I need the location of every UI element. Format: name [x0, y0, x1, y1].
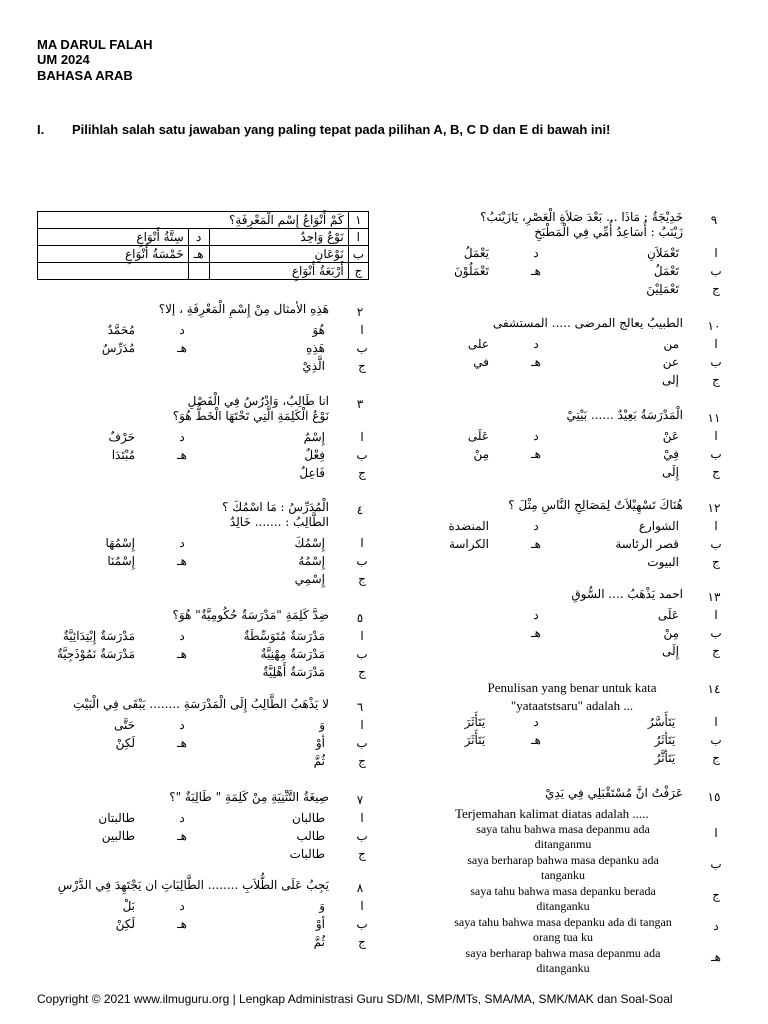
option-text: مِنْ	[473, 447, 489, 461]
option[interactable]	[123, 899, 189, 913]
option-letter: ب	[356, 736, 368, 750]
question-13	[385, 587, 723, 677]
option-letter: ج	[712, 751, 720, 765]
option-letter: ج	[712, 282, 720, 296]
question-number: ٤	[356, 503, 364, 517]
option[interactable]	[655, 751, 723, 765]
option[interactable]	[473, 355, 543, 369]
instruction-text: Pilihlah salah satu jawaban yang paling tepat pada pilihan A, B, C D dan E di bawah ini!	[72, 122, 611, 137]
option[interactable]	[105, 536, 189, 550]
option-letter: هـ	[177, 829, 187, 843]
option-text: تَعْمَلُ	[653, 264, 679, 278]
option-letter: هـ	[177, 647, 187, 661]
option-text: ثُمَّ	[313, 754, 325, 768]
option-text: حَرْفٌ	[108, 430, 135, 444]
option-text-continued: ditanganku	[536, 899, 590, 913]
option-letter: ج	[712, 888, 720, 902]
option-text: لَكِنْ	[115, 917, 135, 931]
option[interactable]	[295, 536, 369, 550]
option-letter: د	[533, 429, 539, 443]
option[interactable]	[290, 847, 369, 861]
option[interactable]	[319, 899, 369, 913]
option-letter: د	[179, 629, 185, 643]
question-text: هَذِهِ الأمثال مِنْ إِسْمِ الْمَعْرِفَةِ ، إلا؟	[158, 302, 329, 316]
option[interactable]	[647, 246, 723, 260]
option[interactable]	[449, 537, 543, 551]
option-letter: د	[533, 246, 539, 260]
option-letter: ج	[358, 847, 366, 861]
option-letter: د	[179, 811, 185, 825]
option-letter: هـ	[177, 917, 187, 931]
option-letter: ج	[712, 373, 720, 387]
option[interactable]	[298, 554, 369, 568]
option-letter: ج	[712, 555, 720, 569]
option-text: يَتَأَثَرَ	[464, 733, 486, 747]
option-text: مَدْرَسَةٌ مُتَوَسِّطَةٌ	[243, 629, 325, 643]
option[interactable]	[102, 829, 189, 843]
question-text: صِيغَةُ التَّثْنِيَةِ مِنْ كَلِمَةِ " طَالِبَةٌ "؟	[169, 790, 329, 804]
option[interactable]	[663, 447, 723, 461]
question-number: ٢	[356, 305, 364, 319]
option-letter: ا	[360, 718, 364, 732]
option-text: بَلْ	[122, 899, 135, 913]
question-number: ١٤	[707, 682, 721, 696]
option-text: إِسْمُهَا	[105, 536, 135, 550]
option[interactable]	[299, 466, 369, 480]
option-letter: ب	[710, 733, 722, 747]
option[interactable]	[663, 337, 723, 351]
option[interactable]	[662, 644, 723, 658]
option-letter: هـ	[711, 950, 721, 964]
option-letter: ج	[358, 359, 366, 373]
option[interactable]	[116, 736, 189, 750]
option-letter: ا	[360, 899, 364, 913]
question-3	[37, 394, 369, 484]
option-letter: هـ	[177, 736, 187, 750]
option-letter: ا	[360, 629, 364, 643]
option-letter: ب	[710, 626, 722, 640]
option-letter: ب	[356, 341, 368, 355]
option-letter: ب	[710, 537, 722, 551]
option-text: أوْ	[315, 736, 325, 750]
option[interactable]	[662, 373, 723, 387]
option-letter: د	[533, 519, 539, 533]
option[interactable]	[296, 829, 369, 843]
question-10	[385, 316, 723, 406]
option[interactable]	[663, 429, 723, 443]
option-text: وَ	[319, 718, 325, 732]
question-arabic: عَرَفْتُ انَّ مُسْتَقْبَلِي فِي يَدِيْ	[545, 786, 683, 800]
option[interactable]	[302, 359, 369, 373]
question-number: ٦	[356, 700, 364, 714]
option[interactable]	[655, 733, 723, 747]
option-text: أوْ	[315, 917, 325, 931]
option-text: هَذِهِ	[306, 341, 325, 355]
question-text: لا يَذْهَبُ الطَّالِبُ إِلَى الْمَدْرَسَةِ ........ يَبْقَى فِي الْبَيْتِ	[73, 697, 329, 711]
option-text: يَتَأثَرُ	[654, 733, 676, 747]
option-letter: ب	[348, 246, 368, 263]
option[interactable]	[662, 465, 723, 479]
option-text[interactable]: سِتَّةُ أَنْوَاعٍ	[38, 229, 189, 246]
question-4	[37, 500, 369, 590]
question-5	[37, 608, 369, 698]
option-letter: هـ	[177, 341, 187, 355]
option[interactable]	[312, 323, 369, 337]
option-letter: ا	[714, 246, 718, 260]
option-text: يَتَأثَّرُ	[654, 751, 676, 765]
question-text: الْمُدَرِّسُ : مَا اسْمُكَ ؟	[222, 500, 329, 514]
option-text: يَتَأَثَرَ	[464, 715, 486, 729]
option-text: يَعْمَلُ	[463, 246, 489, 260]
option[interactable]	[98, 811, 189, 825]
option[interactable]	[314, 935, 369, 949]
question-text: "yataatstsaru" adalah ...	[510, 698, 634, 713]
option[interactable]	[465, 715, 543, 729]
option-text: saya berharap bahwa masa depanmu ada	[465, 946, 661, 960]
option[interactable]	[468, 337, 543, 351]
option[interactable]	[654, 264, 723, 278]
option-letter: هـ	[531, 355, 541, 369]
option-text: طالبين	[101, 829, 135, 843]
question-text: الطَّالِبُ : ....... خَالِدٌ	[229, 515, 329, 529]
question-15	[385, 786, 723, 981]
option-letter: د	[533, 337, 539, 351]
option-letter: ب	[356, 917, 368, 931]
option-text: فِيْ	[663, 447, 679, 461]
option-text: وَ	[319, 899, 325, 913]
option[interactable]	[468, 429, 543, 443]
option-letter: د	[533, 715, 539, 729]
question-number: ٣	[356, 397, 364, 411]
question-number: ١	[348, 212, 368, 229]
option-letter: ب	[356, 829, 368, 843]
option-text: مِنْ	[663, 626, 679, 640]
exam-name: UM 2024	[37, 52, 90, 67]
option-letter: هـ	[177, 448, 187, 462]
option-text: مَدْرَسَةٌ أَهْلِيَّةٌ	[262, 665, 325, 679]
option[interactable]	[262, 665, 369, 679]
option[interactable]	[489, 608, 543, 622]
option-text: إِسْمُنَا	[107, 554, 135, 568]
option-text[interactable]: نَوْعَانِ	[209, 246, 348, 263]
option-text: الَّذِيْ	[302, 359, 325, 373]
footer-copyright: Copyright © 2021 www.ilmuguru.org | Lengkap Administrasi Guru SD/MI, SMP/MTs, SMA/MA, SMK/MAK dan Soal-Soal	[37, 992, 673, 1006]
question-number: ٨	[356, 881, 364, 895]
option-text: فَاعِلٌ	[299, 466, 325, 480]
option-letter: د	[713, 919, 719, 933]
option-text: saya berharap bahwa masa depanku ada	[467, 853, 659, 867]
option-text: عَنْ	[662, 429, 679, 443]
option-letter: هـ	[531, 733, 541, 747]
option-text: على	[467, 337, 489, 351]
option[interactable]	[646, 282, 723, 296]
option-letter: د	[533, 608, 539, 622]
option[interactable]	[454, 264, 543, 278]
option-letter: ج	[358, 466, 366, 480]
option[interactable]	[304, 430, 369, 444]
option-text: إِسْمِي	[294, 572, 325, 586]
option-text: الشوارع	[638, 519, 679, 533]
question-text: زَيْنَبُ : أُسَاعِدُ أُمِّي فِي الْمَطْبَخِ	[534, 225, 683, 239]
option[interactable]	[615, 537, 723, 551]
question-text: ضِدَّ كَلِمَةِ "مَدْرَسَةٌ حُكُومِيَّةٌ" هُوَ؟	[172, 608, 329, 622]
option-letter: ا	[360, 811, 364, 825]
option[interactable]	[464, 246, 543, 260]
option-text[interactable]: أَرْبَعَةُ أَنْوَاعٍ	[209, 263, 348, 280]
instruction-number: I.	[37, 122, 45, 137]
option-text: مَدْرَسَةٌ إِبْتِدَائِيَّةٌ	[62, 629, 135, 643]
question-number: ١٣	[707, 590, 721, 604]
option-letter: ب	[710, 264, 722, 278]
question-number: ٧	[356, 793, 364, 807]
option-letter: ا	[714, 826, 718, 840]
option-text: مَدْرَسَةٌ مِهْنِيَّةٌ	[260, 647, 325, 661]
option[interactable]	[319, 718, 369, 732]
option-letter: هـ	[188, 246, 209, 263]
option[interactable]	[63, 629, 189, 643]
left-question-column	[37, 0, 369, 1000]
option-text: حَتَّى	[113, 718, 135, 732]
question-number: ١١	[707, 411, 721, 425]
option[interactable]	[489, 626, 543, 640]
option[interactable]	[663, 626, 723, 640]
option[interactable]	[57, 647, 189, 661]
option-text: لَكِنْ	[115, 736, 135, 750]
question-number: ١٢	[707, 501, 721, 515]
option-text: في	[473, 355, 489, 369]
option[interactable]	[295, 572, 369, 586]
option-text: إِسْمُهُ	[298, 554, 325, 568]
option-text: saya tahu bahwa masa depanmu ada	[476, 822, 650, 836]
option[interactable]	[261, 647, 369, 661]
question-text: انا طَالِبٌ، وَادْرُسُ فِي الْفَصْلِ	[187, 394, 329, 408]
question-8	[37, 878, 369, 968]
question-prompt: Terjemahan kalimat diatas adalah .....	[455, 806, 649, 821]
question-number: ١٠	[707, 319, 721, 333]
option-letter: ب	[710, 857, 722, 871]
option-letter: ب	[710, 355, 722, 369]
option[interactable]	[306, 341, 369, 355]
option-text[interactable]: خَمْسَةُ أَنْوَاعٍ	[38, 246, 189, 263]
option[interactable]	[292, 811, 369, 825]
option-text-continued: tanganku	[541, 868, 585, 882]
option-text: عَلَى	[657, 608, 679, 622]
option-text: إِلَى	[662, 644, 679, 658]
option[interactable]	[316, 736, 369, 750]
option[interactable]	[316, 917, 369, 931]
option-letter: هـ	[177, 554, 187, 568]
option-text: تَعْمَلِيْنَ	[646, 282, 679, 296]
option-text: إِسْمُكَ	[294, 536, 325, 550]
option-text: إِسْمٌ	[303, 430, 325, 444]
option-letter: ج	[358, 665, 366, 679]
option-text: مَدْرَسَةٌ نَمُوْذَجِيَّةٌ	[56, 647, 135, 661]
question-14	[385, 680, 723, 780]
question-2	[37, 302, 369, 392]
option-letter: د	[188, 229, 209, 246]
option-letter: هـ	[531, 537, 541, 551]
option[interactable]	[112, 448, 189, 462]
option[interactable]	[116, 917, 189, 931]
option-text: مُدَرِّسٌ	[101, 341, 135, 355]
option[interactable]	[314, 754, 369, 768]
option-text: البيوت	[647, 555, 679, 569]
option-letter: ا	[360, 536, 364, 550]
option-text: هُوَ	[312, 323, 325, 337]
question-text: نَوْعُ الْكَلِمَةِ الَّتِي تَحْتَهَا الْخَطُّ هُوَ؟	[172, 409, 329, 423]
option[interactable]	[114, 718, 189, 732]
question-9	[385, 210, 723, 300]
option-letter: د	[179, 899, 185, 913]
question-text: Penulisan yang benar untuk kata	[487, 680, 657, 695]
option-text: تَعْمَلُوْنَ	[453, 264, 489, 278]
option[interactable]	[107, 554, 189, 568]
option-text: ثُمَّ	[313, 935, 325, 949]
option-text: طالبات	[289, 847, 325, 861]
question-12	[385, 498, 723, 588]
option-letter: هـ	[531, 626, 541, 640]
option-text-continued: ditanganmu	[534, 837, 592, 851]
question-6	[37, 697, 369, 787]
option-letter: ا	[360, 323, 364, 337]
option-letter: ا	[348, 229, 368, 246]
option-text: عَلَى	[467, 429, 489, 443]
question-text: الطبيبُ يعالج المرضى ..... المستشفى	[492, 316, 683, 330]
question-text: احمد يَذْهَبُ .... السُّوقِ	[571, 587, 683, 601]
option[interactable]	[448, 519, 543, 533]
option-text: طالبتان	[98, 811, 135, 825]
question-text: هُنَاكَ تَسْهِيْلاَتٌ لِمَصَالِحِ النَّاسِ مِثْلَ ؟	[508, 498, 683, 512]
option-text: المنضدة	[448, 519, 489, 533]
subject-name: BAHASA ARAB	[37, 68, 133, 83]
option[interactable]	[648, 715, 723, 729]
option-letter: ج	[348, 263, 368, 280]
question-text: يَجِبُ عَلَى الطُّلاَبِ ........ الطَّالِبَاتِ ان يَجْتَهِدَ فِي الدَّرْسِ	[57, 878, 329, 892]
option-letter: ج	[712, 465, 720, 479]
option-letter: ج	[712, 644, 720, 658]
option-text: فِعْلٌ	[304, 448, 325, 462]
option-text: تَعْمَلاَنِ	[646, 246, 679, 260]
option[interactable]	[102, 341, 189, 355]
option-letter: ب	[356, 554, 368, 568]
option-letter: ج	[358, 935, 366, 949]
option[interactable]	[109, 430, 189, 444]
option-text: مُحَمَّدٌ	[107, 323, 135, 337]
option[interactable]	[244, 629, 369, 643]
option-letter: هـ	[531, 264, 541, 278]
option-letter: ا	[714, 715, 718, 729]
option-letter: ا	[714, 519, 718, 533]
option-text: saya tahu bahwa masa depanku berada	[470, 884, 656, 898]
option[interactable]	[639, 519, 723, 533]
question-number: ٩	[710, 213, 718, 227]
option-text: الكراسة	[448, 537, 489, 551]
option-letter: ج	[358, 572, 366, 586]
option-letter: ا	[714, 608, 718, 622]
option[interactable]	[304, 448, 369, 462]
option-letter: ج	[358, 754, 366, 768]
option-letter: د	[179, 430, 185, 444]
option-letter: ب	[710, 447, 722, 461]
option-text: يَتَأَسَّرُ	[647, 715, 676, 729]
option[interactable]	[663, 355, 723, 369]
question-number: ٥	[356, 611, 364, 625]
option-letter: هـ	[531, 447, 541, 461]
question-11	[385, 408, 723, 498]
option-letter: د	[179, 536, 185, 550]
question-text: خَدِيْجَةُ : مَاذَا ... بَعْدَ صَلاَةِ الْعَصْرِ، يَازَيْنَبُ؟	[480, 210, 683, 224]
option-letter: ب	[356, 448, 368, 462]
option[interactable]	[465, 733, 543, 747]
option[interactable]	[658, 608, 723, 622]
option-text: طالبان	[292, 811, 325, 825]
option-text[interactable]: نَوْعٌ وَاحِدٌ	[209, 229, 348, 246]
option-text: إِلَى	[662, 465, 679, 479]
option-text: طالب	[296, 829, 325, 843]
option-text: إلى	[662, 373, 679, 387]
question-7	[37, 790, 369, 880]
option-text: مُبْتَدَا	[111, 448, 135, 462]
school-name: MA DARUL FALAH	[37, 37, 153, 52]
option-text: قصر الرئاسة	[615, 537, 679, 551]
option-letter: د	[179, 323, 185, 337]
option[interactable]	[473, 447, 543, 461]
option-letter: د	[179, 718, 185, 732]
question-text: كَمْ أَنْوَاعُ إِسْمِ الْمَعْرِفَةِ؟	[38, 212, 349, 229]
option-letter: ا	[714, 429, 718, 443]
option-text-continued: orang tua ku	[533, 930, 593, 944]
option-text-continued: ditanganku	[536, 961, 590, 975]
question-number: ١٥	[707, 790, 721, 804]
option-letter: ا	[714, 337, 718, 351]
question-text: الْمَدْرَسَةُ بَعِيْدٌ ...... بَيْتِيْ	[566, 408, 683, 422]
option[interactable]	[108, 323, 189, 337]
option-text: عن	[662, 355, 679, 369]
option-text: saya tahu bahwa masa depanku ada di tangan	[454, 915, 672, 929]
option-text: من	[663, 337, 679, 351]
option-letter: ب	[356, 647, 368, 661]
option[interactable]	[647, 555, 723, 569]
option-letter: ا	[360, 430, 364, 444]
